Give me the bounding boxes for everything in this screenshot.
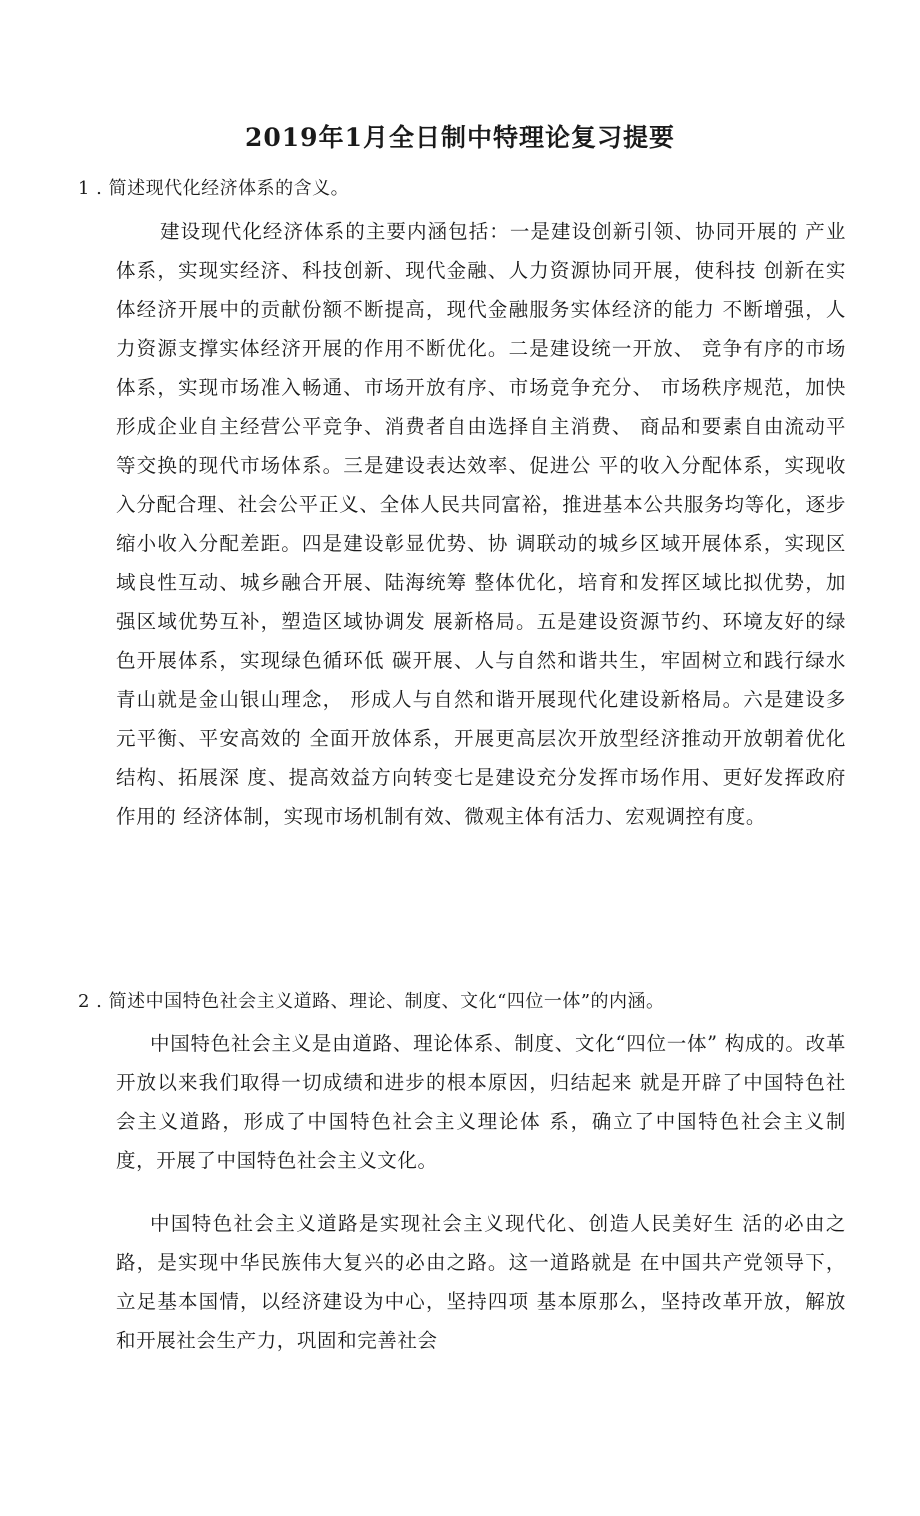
question-2-answer-paragraph-1: 中国特色社会主义是由道路、理论体系、制度、文化“四位一体” 构成的。改革开放以来我们取得一切成绩和进步的根本原因，归结起来 就是开辟了中国特色社会主义道路，形成了中国特色社会主义理论体 系，确立了中国特色社会主义制度，开展了中国特色社会主义文化。 (116, 1032, 846, 1172)
question-2-answer-paragraph-2: 中国特色社会主义道路是实现社会主义现代化、创造人民美好生 活的必由之路，是实现中华民族伟大复兴的必由之路。这一道路就是 在中国共产党领导下，立足基本国情，以经济建设为中心，坚持四项 基本原那么，坚持改革开放，解放和开展社会生产力，巩固和完善社会 (116, 1212, 846, 1352)
question-1-answer-paragraph: 建设现代化经济体系的主要内涵包括：一是建设创新引领、协同开展的 产业体系，实现实经济、科技创新、现代金融、人力资源协同开展，使科技 创新在实体经济开展中的贡献份额不断提高，现代金融服务实体经济的能力 不断增强，人力资源支撑实体经济开展的作用不断优化。二是建设统一开放、 竞争有序的市场体系，实现市场准入畅通、市场开放有序、市场竞争充分、 市场秩序规范，加快形成企业自主经营公平竞争、消费者自由选择自主消费、 商品和要素自由流动平等交换的现代市场体系。三是建设表达效率、促进公 平的收入分配体系，实现收入分配合理、社会公平正义、全体人民共同富裕，推进基本公共服务均等化，逐步缩小收入分配差距。四是建设彰显优势、协 调联动的城乡区域开展体系，实现区域良性互动、城乡融合开展、陆海统筹 整体优化，培育和发挥区域比拟优势，加强区域优势互补，塑造区域协调发 展新格局。五是建设资源节约、环境友好的绿色开展体系，实现绿色循环低 碳开展、人与自然和谐共生，牢固树立和践行绿水青山就是金山银山理念， 形成人与自然和谐开展现代化建设新格局。六是建设多元平衡、平安高效的 全面开放体系，开展更高层次开放型经济推动开放朝着优化结构、拓展深 度、提高效益方向转变七是建设充分发挥市场作用、更好发挥政府作用的 经济体制，实现市场机制有效、微观主体有活力、宏观调控有度。 (116, 220, 846, 828)
question-1-heading: 1 . 简述现代化经济体系的含义。 (78, 178, 350, 199)
question-2-heading: 2 . 简述中国特色社会主义道路、理论、制度、文化“四位一体”的内涵。 (78, 991, 665, 1012)
document-title: 2019年1月全日制中特理论复习提要 (245, 123, 675, 152)
